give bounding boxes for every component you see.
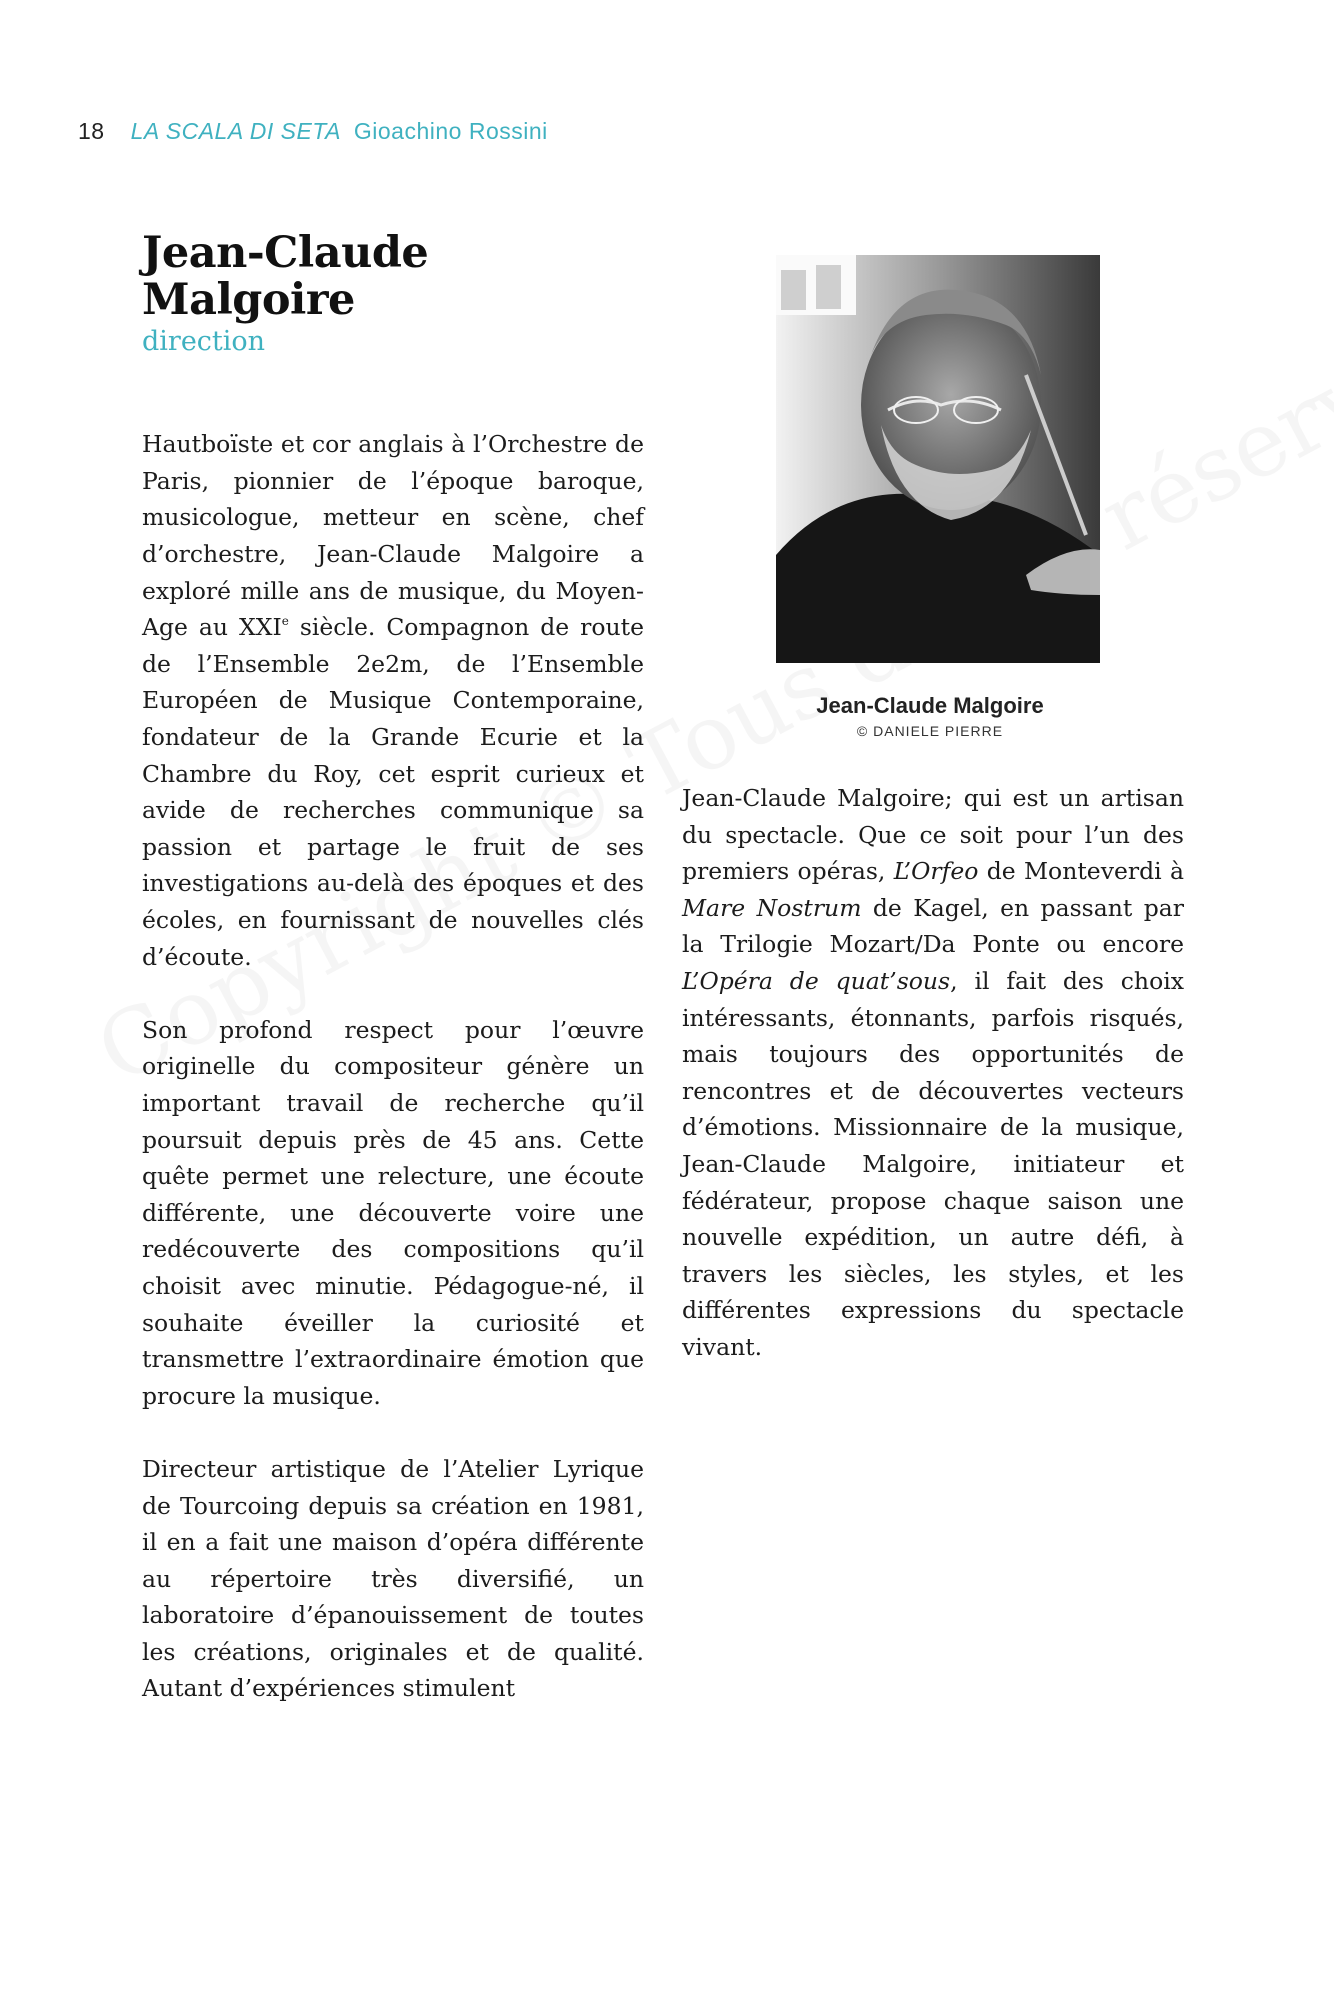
work-title-opera-quat-sous: L’Opéra de quat’sous: [682, 966, 951, 995]
caption-name: Jean-Claude Malgoire: [816, 693, 1044, 718]
work-title-mare-nostrum: Mare Nostrum: [682, 893, 862, 922]
bio-paragraph-1: [142, 426, 644, 975]
photo-caption: [700, 693, 1160, 739]
work-title-orfeo: L’Orfeo: [893, 857, 979, 886]
bio-role: direction: [142, 325, 266, 357]
composer-name: Gioachino Rossini: [353, 118, 548, 144]
work-title: LA SCALA DI SETA: [130, 118, 341, 144]
page-number: 18: [78, 118, 105, 144]
bio-paragraph-2: Son profond respect pour l’œuvre originelle du compositeur génère un important travail de recherche qu’il poursuit depuis près de 45 ans. Cette quête permet une relecture, une écoute différente, une découverte voire une redécouverte des compositions qu’il choisit avec minutie. Pédagogue-né, il souhaite éveiller la curiosité et transmettre l’extraordinaire émotion que procure la musique.: [142, 1015, 644, 1410]
bio-paragraph-4-part-a: Jean-Claude Malgoire; qui est un artisan du spectacle. Que ce soit pour l’un des premiers opéras,: [682, 784, 1184, 886]
bio-paragraph-4: [682, 780, 1184, 1366]
century-superscript: e: [281, 614, 289, 629]
bio-paragraph-1-start: Hautboïste et cor anglais à l’Orchestre de Paris, pionnier de l’époque baroque, musicologue, metteur en scène, chef d’orchestre, Jean-Claude Malgoire a exploré mille ans de musique, du Moyen-Age au XXI: [142, 430, 644, 642]
bio-paragraph-4-part-b: de Monteverdi à: [978, 857, 1184, 886]
bio-paragraph-1-end: siècle. Compagnon de route de l’Ensemble 2e2m, de l’Ensemble Européen de Musique Contemporaine, fondateur de la Grande Ecurie et la Chambre du Roy, cet esprit curieux et avide de recherches communique sa passion et partage le fruit de ses investigations au-delà des époques et des écoles, en fournissant de nouvelles clés d’écoute.: [142, 613, 645, 971]
bio-paragraph-4-part-c: de Kagel, en passant par la Trilogie Mozart/Da Ponte ou encore: [682, 893, 1184, 959]
bio-paragraph-4-part-d: , il fait des choix intéressants, étonnants, parfois risqués, mais toujours des opportunités de rencontres et de découvertes vecteurs d’émotions. Missionnaire de la musique, Jean-Claude Malgoire, initiateur et fédérateur, propose chaque saison une nouvelle expédition, un autre défi, à travers les siècles, les styles, et les différentes expressions du spectacle vivant.: [682, 966, 1184, 1361]
left-column: [142, 230, 644, 1707]
right-column: [682, 780, 1184, 1366]
portrait-image: [776, 255, 1100, 663]
photo-credit: © DANIELE PIERRE: [856, 723, 1004, 740]
running-head: [78, 118, 548, 145]
bio-paragraph-3: Directeur artistique de l’Atelier Lyrique de Tourcoing depuis sa création en 1981, il en a fait une maison d’opéra différente au répertoire très diversifié, un laboratoire d’épanouissement de toutes les créations, originales et de qualité. Autant d’expériences stimulent: [142, 1454, 644, 1703]
bio-name-heading: Jean-Claude Malgoire: [142, 228, 429, 326]
portrait-photo: [776, 255, 1100, 663]
